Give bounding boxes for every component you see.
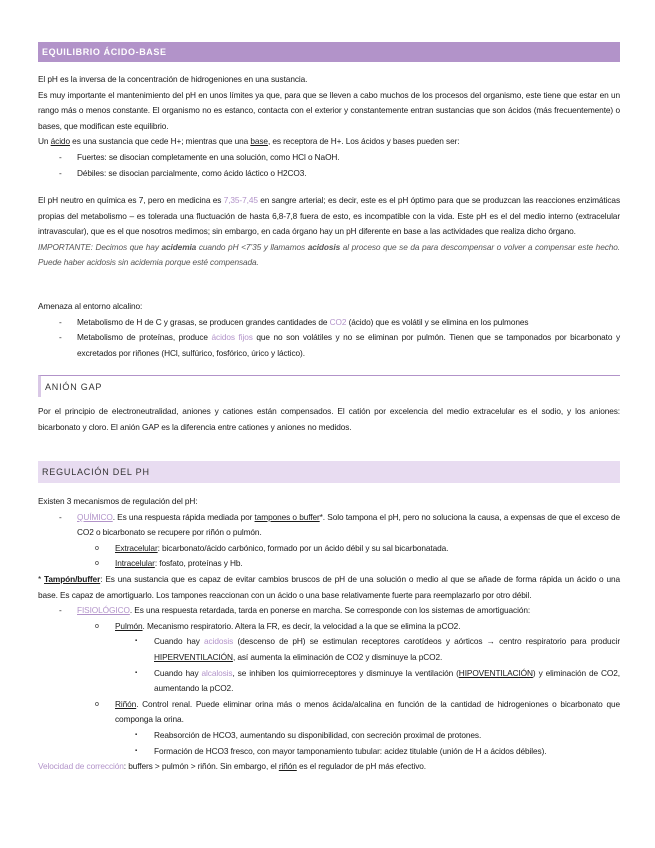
tampon-definition: * Tampón/buffer: Es una sustancia que es capaz de evitar cambios bruscos de pH de una solución o medio al que se añade de forma rápida un ácido o una base. Es capaz de amortiguarlo. Los tampones reaccionan con un ácido o una base relativamente fuerte para reemplazarlo por otro débil.: [38, 573, 620, 600]
list-item-rinon: o Riñón. Control renal. Puede eliminar orina más o menos ácida/alcalina en función de la cantidad de hidrogeniones o bicarbonato que componga la orina.: [95, 698, 620, 725]
list-item: ▪ Cuando hay alcalosis, se inhiben los quimiorreceptores y disminuye la ventilación (HIPOVENTILACIÓN) y eliminación de CO2, aumentando la pCO2.: [135, 667, 620, 694]
list-item: - Fuertes: se disocian completamente en una solución, como HCl o NaOH.: [59, 151, 340, 162]
section-regulacion-body: [38, 494, 620, 775]
section-equilibrio-body: [38, 72, 620, 181]
list-item: - Débiles: se disocian parcialmente, como ácido láctico o H2CO3.: [59, 167, 307, 178]
term-acido: ácido: [50, 136, 70, 147]
paragraph: Por el principio de electroneutralidad, aniones y cationes están compensados. El catión por excelencia del medio extracelular es el sodio, y los aniones: bicarbonato y cloro. El anión GAP es la diferencia entre cationes y aniones no medidos.: [38, 406, 620, 432]
paragraph: Es muy importante el mantenimiento del pH en unos límites ya que, para que se lleven a cabo muchos de los procesos del organismo, este tiene que estar en un rango más o menos constante. El organismo no es estanco, contacta con el exterior y constantemente entran sustancias que son ácidos (más frecuentemente) o bases, que modifican este equilibrio.: [38, 89, 620, 131]
paragraph: Amenaza al entorno alcalino:: [38, 301, 143, 311]
section-ph-neutro: [38, 193, 620, 271]
important-note: IMPORTANTE: Decimos que hay acidemia cuando pH <7’35 y llamamos acidosis al proceso que se da para descompensar o volver a compensar este hecho. Puede haber acidosis sin acidemia porque esté compensada.: [38, 241, 620, 268]
section-anion-gap-body: [38, 404, 620, 435]
paragraph: El pH neutro en química es 7, pero en medicina es 7,35-7,45 en sangre arterial; es decir, este es el pH óptimo para que se produzcan las reacciones enzimáticas propias del metabolismo – es tolerada una fluctuación de hasta 6,8-7,8 fuera de esto, es incompatible con la vida. Este pH es el del medio interno (extracelular intravascular), que es el que nosotros medimos; sin embargo, en cada órgano hay un pH diferente en base a las actividades que realiza dicho órgano.: [38, 195, 620, 237]
list-item: ▪ Reabsorción de HCO3, aumentando su disponibilidad, con secreción proximal de protones.: [135, 729, 482, 740]
velocidad-correccion: Velocidad de corrección: buffers > pulmón > riñón. Sin embargo, el riñón es el regulador de pH más efectivo.: [38, 761, 427, 772]
list-item: - Metabolismo de H de C y grasas, se producen grandes cantidades de CO2 (ácido) que es volátil y se elimina en los pulmones: [59, 316, 529, 327]
list-item-quimico: - QUÍMICO. Es una respuesta rápida mediada por tampones o buffer*. Solo tampona el pH, pero no soluciona la causa, a expensas de que el exceso de CO2 o bicarbonato se recupere por riñón o pulmón.: [59, 511, 620, 538]
paragraph: El pH es la inversa de la concentración de hidrogeniones en una sustancia.: [38, 74, 308, 84]
list-item-fisiologico: - FISIOLÓGICO. Es una respuesta retardada, tarda en ponerse en marcha. Se corresponde con los sistemas de amortiguación:: [59, 605, 531, 616]
paragraph: Un ácido es una sustancia que cede H+; mientras que una base, es receptora de H+. Los ácidos y bases pueden ser:: [38, 136, 460, 147]
list-item: - Metabolismo de proteínas, produce ácidos fijos que no son volátiles y no se eliminan por pulmón. Tienen que se tamponados por bicarbonato y excretados por riñones (HCl, sulfúrico, fosfórico, úrico y láctico).: [59, 332, 621, 358]
section-header-equilibrio: EQUILIBRIO ÁCIDO-BASE: [38, 42, 620, 62]
section-header-regulacion: REGULACIÓN DEL PH: [38, 461, 620, 483]
section-amenaza: [38, 299, 620, 361]
paragraph: Existen 3 mecanismos de regulación del pH:: [38, 496, 198, 506]
list-item: o Extracelular: bicarbonato/ácido carbónico, formado por un ácido débil y su sal bicarbonatada.: [95, 542, 449, 553]
list-item: ▪ Cuando hay acidosis (descenso de pH) se estimulan receptores carotídeos y aórticos → centro respiratorio para producir HIPERVENTILACIÓN, así aumenta la eliminación de CO2 y disminuye la pCO2.: [135, 636, 620, 662]
list-item: o Intracelular: fosfato, proteínas y Hb.: [95, 558, 243, 569]
ph-range: 7,35-7,45: [223, 195, 258, 205]
term-base: base: [250, 136, 268, 147]
section-header-anion-gap: ANIÓN GAP: [38, 375, 620, 397]
list-item-pulmon: o Pulmón. Mecanismo respiratorio. Altera la FR, es decir, la velocidad a la que se elimina la pCO2.: [95, 620, 461, 631]
list-item: ▪ Formación de HCO3 fresco, con mayor tamponamiento tubular: acidez titulable (unión de H a ácidos débiles).: [135, 745, 547, 756]
